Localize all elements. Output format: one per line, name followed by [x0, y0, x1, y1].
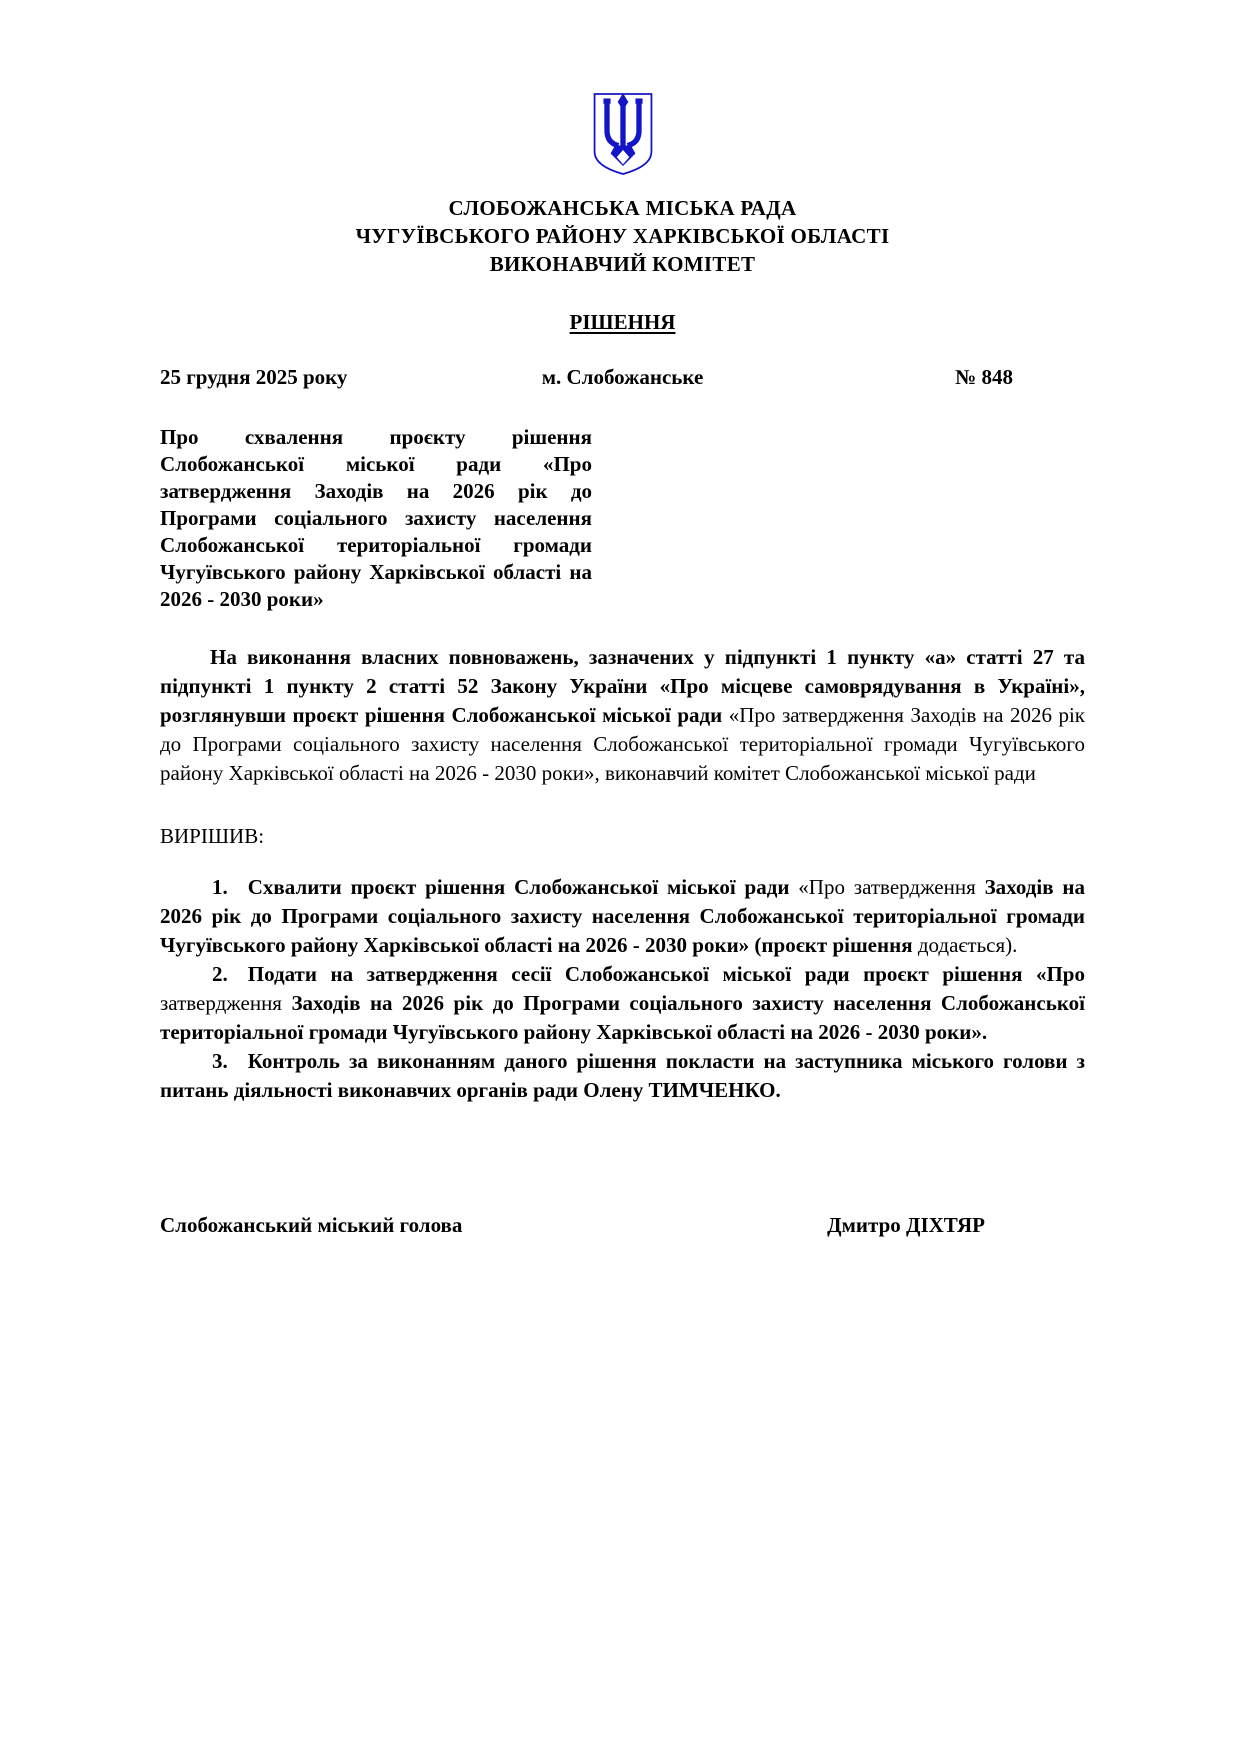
item-2-number: 2.: [212, 962, 228, 986]
organization-header: [160, 194, 1085, 278]
resolution-item-3: [160, 1047, 1085, 1105]
resolution-item-1: [160, 873, 1085, 960]
document-date: 25 грудня 2025 року: [160, 365, 348, 389]
item-1-text: Схвалити проєкт рішення Слобожанської міської ради «Про затвердження Заходів на 2026 рік до Програми соціального захисту населення Слобожанської територіальної громади Чугуївського району Харківської області на 2026 - 2030 роки» (проєкт рішення додається).: [160, 875, 1086, 957]
preamble-paragraph: На виконання власних повноважень, зазначених у підпункті 1 пункту «а» статті 27 та підпункті 1 пункту 2 статті 52 Закону України «Про місцеве самоврядування в Україні», розглянувши проєкт рішення Слобожанської міської ради «Про затвердження Заходів на 2026 рік до Програми соціального захисту населення Слобожанської територіальної громади Чугуївського району Харківської області на 2026 - 2030 роки», виконавчий комітет Слобожанської міської ради: [160, 645, 1086, 785]
org-committee-line: ВИКОНАВЧИЙ КОМІТЕТ: [489, 252, 756, 276]
signatory-name: Дмитро ДІХТЯР: [827, 1213, 985, 1237]
signatory-title: Слобожанський міський голова: [160, 1213, 463, 1237]
org-name: СЛОБОЖАНСЬКА МІСЬКА РАДА: [448, 196, 797, 220]
item-2-text: Подати на затвердження сесії Слобожанської міської ради проєкт рішення «Про затвердження Заходів на 2026 рік до Програми соціального захисту населення Слобожанської територіальної громади Чугуївського району Харківської області на 2026 - 2030 роки».: [160, 962, 1085, 1044]
tryzub-trident-icon: [591, 88, 655, 180]
document-type-text: РІШЕННЯ: [569, 310, 676, 334]
document-number: № 848: [955, 365, 1013, 389]
subject-paragraph: Про схвалення проєкту рішення Слобожанської міської ради «Про затвердження Заходів на 2026 рік до Програми соціального захисту населення Слобожанської територіальної громади Чугуївського району Харківської області на 2026 - 2030 роки»: [160, 425, 592, 611]
signature-row: [160, 1213, 1085, 1238]
resolution-items: [160, 873, 1085, 1105]
item-3-text: Контроль за виконанням даного рішення покласти на заступника міського голови з питань діяльності виконавчих органів ради Олену ТИМЧЕНКО.: [160, 1049, 1085, 1102]
item-3-number: 3.: [212, 1049, 228, 1073]
emblem-container: [160, 88, 1085, 182]
document-type-heading: [160, 310, 1085, 335]
resolution-item-2: [160, 960, 1085, 1047]
item-1-number: 1.: [212, 875, 228, 899]
org-district-line: ЧУГУЇВСЬКОГО РАЙОНУ ХАРКІВСЬКОЇ ОБЛАСТІ: [355, 224, 890, 248]
document-place: м. Слобожанське: [541, 365, 704, 389]
resolved-label: ВИРІШИВ:: [160, 824, 265, 848]
document-meta-row: [160, 365, 1085, 390]
